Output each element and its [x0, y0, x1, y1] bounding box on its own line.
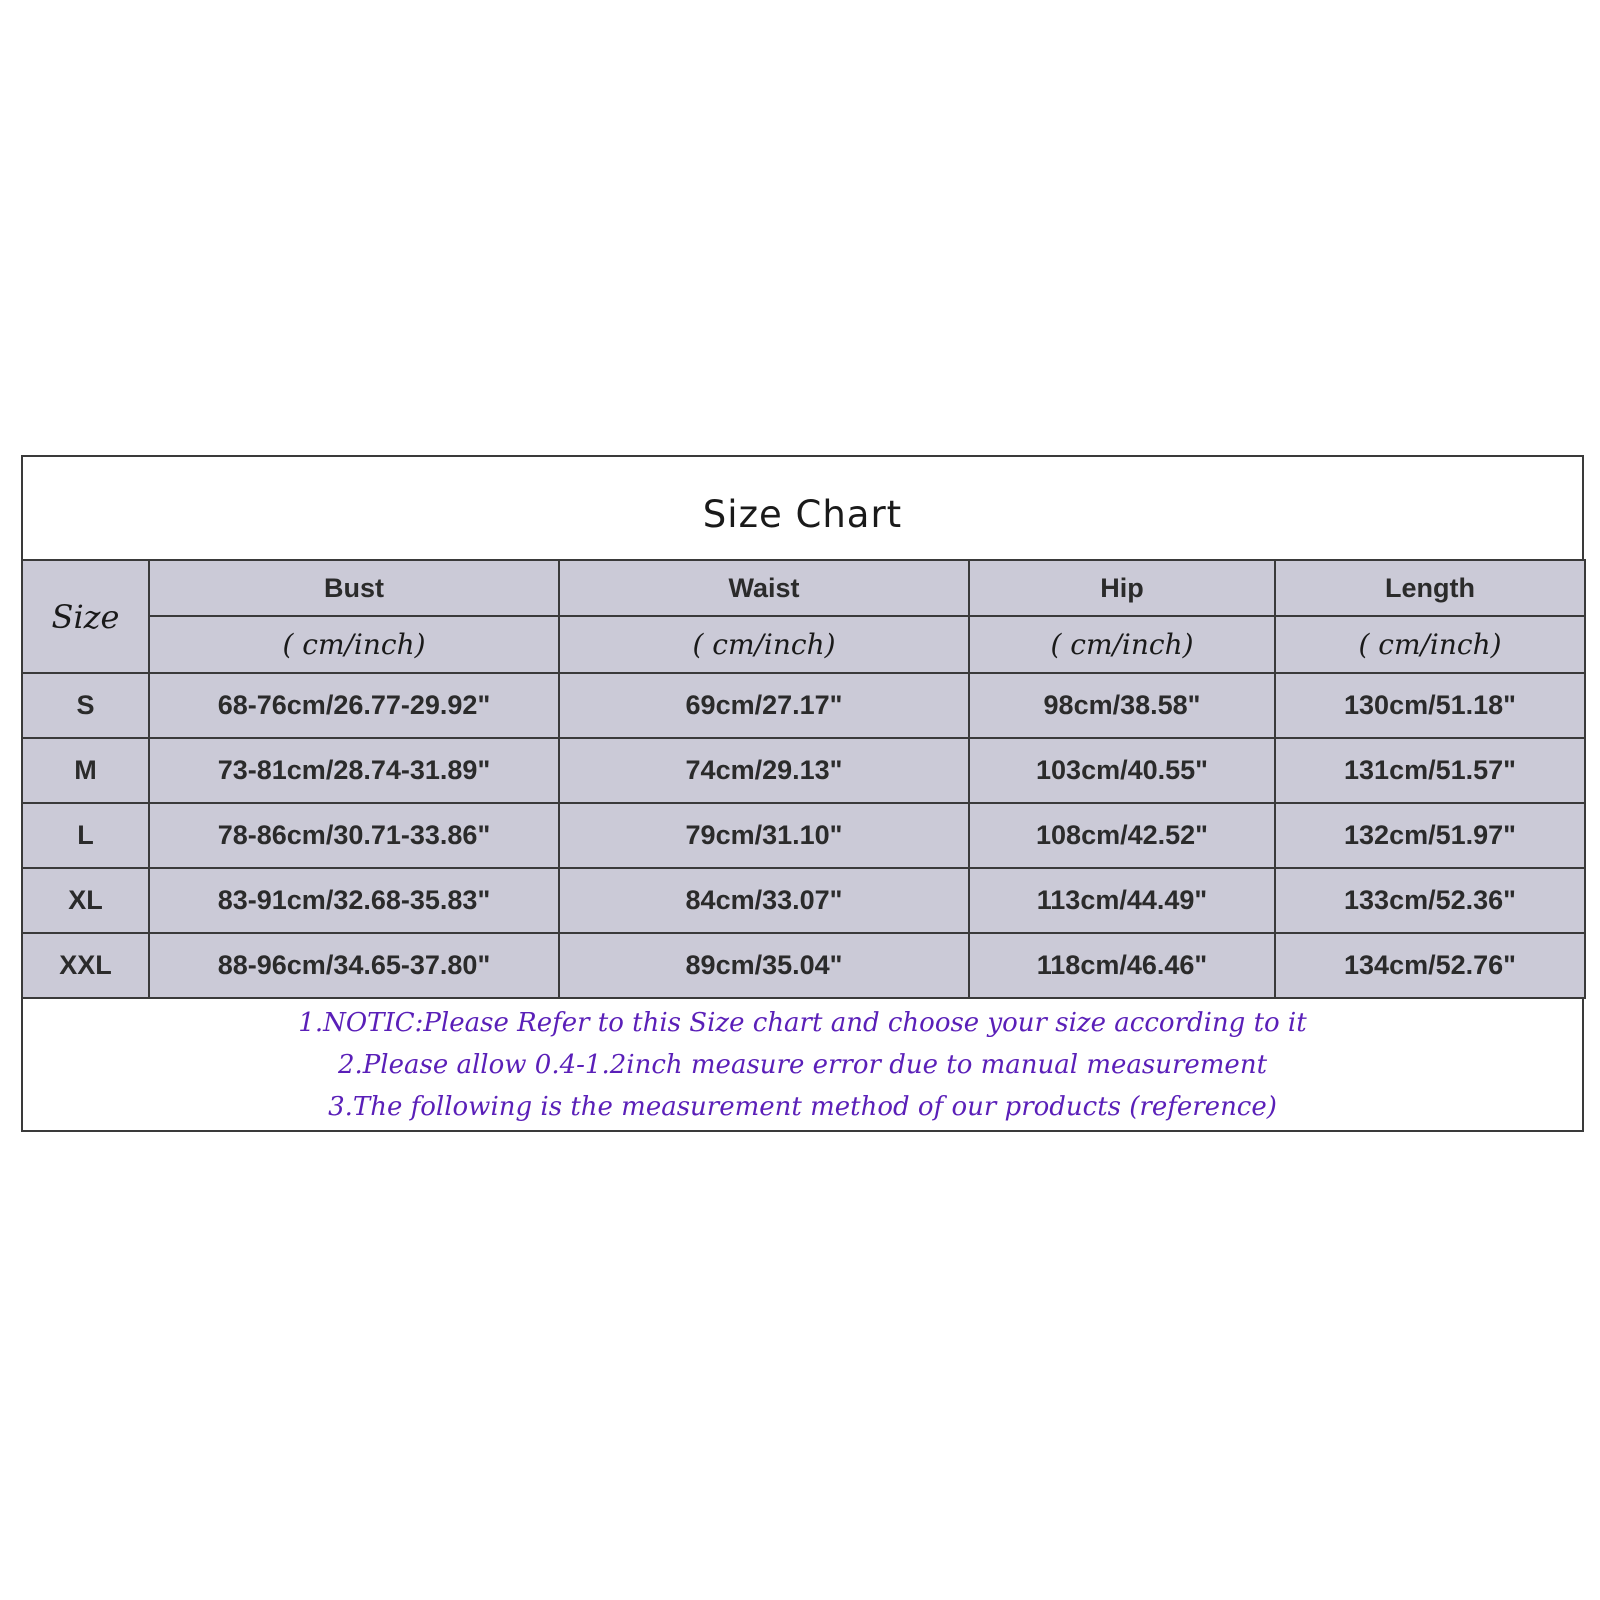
header-row [22, 560, 1585, 616]
note-line: 2.Please allow 0.4-1.2inch measure error due to manual measurement [337, 1049, 1268, 1080]
notes-section [23, 997, 1582, 1132]
waist-cell: 89cm/35.04" [559, 933, 969, 998]
waist-column-header: Waist [559, 560, 969, 616]
length-cell: 130cm/51.18" [1275, 673, 1585, 738]
hip-cell: 118cm/46.46" [969, 933, 1275, 998]
waist-cell: 74cm/29.13" [559, 738, 969, 803]
unit-row [22, 616, 1585, 673]
bust-cell: 78-86cm/30.71-33.86" [149, 803, 559, 868]
length-column-header: Length [1275, 560, 1585, 616]
table-row [22, 868, 1585, 933]
length-cell: 134cm/52.76" [1275, 933, 1585, 998]
length-cell: 131cm/51.57" [1275, 738, 1585, 803]
bust-cell: 83-91cm/32.68-35.83" [149, 868, 559, 933]
bust-cell: 68-76cm/26.77-29.92" [149, 673, 559, 738]
chart-title: Size Chart [702, 493, 903, 536]
size-cell: L [22, 803, 149, 868]
table-row [22, 803, 1585, 868]
bust-cell: 73-81cm/28.74-31.89" [149, 738, 559, 803]
size-cell: M [22, 738, 149, 803]
hip-column-header: Hip [969, 560, 1275, 616]
note-line: 1.NOTIC:Please Refer to this Size chart and choose your size according to it [298, 1007, 1307, 1038]
hip-cell: 108cm/42.52" [969, 803, 1275, 868]
waist-cell: 79cm/31.10" [559, 803, 969, 868]
size-chart [21, 455, 1584, 1132]
bust-cell: 88-96cm/34.65-37.80" [149, 933, 559, 998]
length-unit-label: ( cm/inch) [1275, 616, 1585, 673]
table-row [22, 673, 1585, 738]
waist-unit-label: ( cm/inch) [559, 616, 969, 673]
table-row [22, 933, 1585, 998]
length-cell: 133cm/52.36" [1275, 868, 1585, 933]
bust-unit-label: ( cm/inch) [149, 616, 559, 673]
size-table [21, 559, 1586, 999]
size-cell: XXL [22, 933, 149, 998]
waist-cell: 69cm/27.17" [559, 673, 969, 738]
bust-column-header: Bust [149, 560, 559, 616]
size-column-header: Size [22, 560, 149, 673]
hip-cell: 113cm/44.49" [969, 868, 1275, 933]
waist-cell: 84cm/33.07" [559, 868, 969, 933]
note-line: 3.The following is the measurement method of our products (reference) [328, 1091, 1277, 1122]
size-cell: XL [22, 868, 149, 933]
hip-unit-label: ( cm/inch) [969, 616, 1275, 673]
table-row [22, 738, 1585, 803]
length-cell: 132cm/51.97" [1275, 803, 1585, 868]
hip-cell: 103cm/40.55" [969, 738, 1275, 803]
size-cell: S [22, 673, 149, 738]
hip-cell: 98cm/38.58" [969, 673, 1275, 738]
